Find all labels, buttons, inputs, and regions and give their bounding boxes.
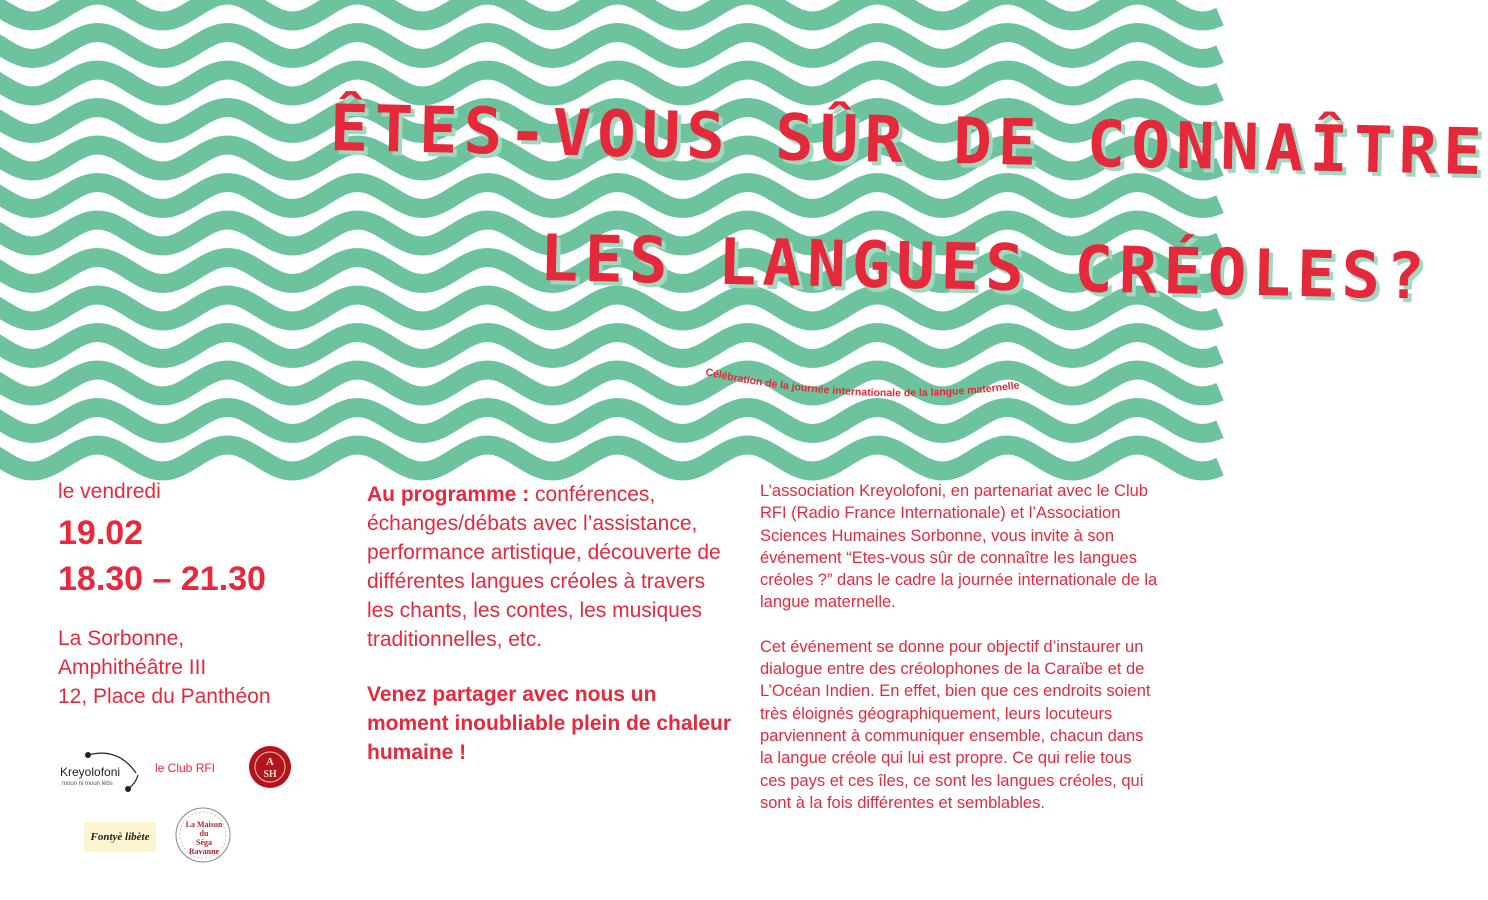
wave-stripe bbox=[0, 445, 1220, 471]
sega-line-2: du bbox=[199, 829, 209, 838]
description-paragraph-2: Cet événement se donne pour objectif d’instaurer un dialogue entre des créolophones de la Caraïbe et de L’Océan Indien. En effet, bien que ces endroits soient très éloignés géographiquement, leurs locuteurs parviennent à communiquer ensemble, chacun dans la langue créole qui lui est propre. Ce qui relie tous ces pays et ces îles, ce sont les langues créoles, qui sont à la fois différentes et semblables. bbox=[760, 637, 1151, 812]
fontye-libete-logo: Fontyè libète bbox=[84, 822, 156, 852]
kreyolofoni-name: Kreyolofoni bbox=[60, 765, 121, 779]
venue bbox=[58, 624, 338, 711]
sega-line-4: Ravanne bbox=[188, 847, 220, 856]
day-label: le vendredi bbox=[58, 480, 161, 503]
wave-stripe bbox=[0, 0, 1220, 21]
description-paragraph-1: L’association Kreyolofoni, en partenariat avec le Club RFI (Radio France Internationale) et l’Association Sciences Humaines Sorbonne, vous invite à son événement “Etes-vous sûr de connaître les langues créoles ?” dans le cadre la journée internationale de la langue maternelle. bbox=[760, 482, 1158, 612]
venue-line-1: La Sorbonne, bbox=[58, 627, 185, 650]
sega-text bbox=[184, 820, 224, 856]
event-details bbox=[58, 480, 338, 711]
event-date: 19.02 bbox=[58, 514, 144, 552]
svg-text:Célébration de la journée inte bbox=[704, 366, 1020, 399]
description-section bbox=[760, 480, 1160, 814]
kreyolofoni-tagline: moun ni moun lèbs bbox=[62, 781, 113, 787]
program-lead: Au programme : bbox=[367, 483, 530, 506]
svg-text:A: A bbox=[266, 756, 274, 768]
wave-stripe bbox=[0, 70, 1220, 96]
club-rfi-logo: le Club RFI bbox=[155, 761, 216, 775]
headline-line-2: LES LANGUES CRÉOLES? bbox=[539, 222, 1432, 315]
venue-line-3: 12, Place du Panthéon bbox=[58, 685, 271, 708]
wave-stripe bbox=[0, 33, 1220, 59]
event-time: 18.30 – 21.30 bbox=[58, 560, 266, 598]
call-to-action: Venez partager avec nous un moment inoubliable plein de chaleur humaine ! bbox=[367, 683, 732, 764]
maison-sega-ravanne-logo bbox=[174, 806, 232, 864]
kreyolofoni-logo bbox=[58, 745, 148, 795]
wave-stripe bbox=[0, 183, 1220, 209]
program-section bbox=[367, 480, 737, 767]
sega-line-1: La Maison bbox=[185, 820, 223, 829]
venue-line-2: Amphithéâtre III bbox=[58, 656, 207, 679]
sega-line-3: Séga bbox=[196, 838, 212, 847]
headline-line-1: ÊTES-VOUS SÛR DE CONNAÎTRE bbox=[329, 92, 1488, 191]
ash-seal-logo bbox=[248, 745, 292, 789]
subtitle-text: Célébration de la journée internationale de la langue maternelle bbox=[704, 366, 1021, 400]
svg-text:SH: SH bbox=[263, 769, 277, 780]
program-body: conférences, échanges/débats avec l’assistance, performance artistique, découverte de différentes langues créoles à travers les chants, les contes, les musiques traditionnelles, etc. bbox=[367, 483, 721, 651]
wax-seal-icon bbox=[248, 745, 292, 789]
program-text bbox=[367, 480, 737, 654]
subtitle-arc bbox=[700, 355, 1060, 425]
